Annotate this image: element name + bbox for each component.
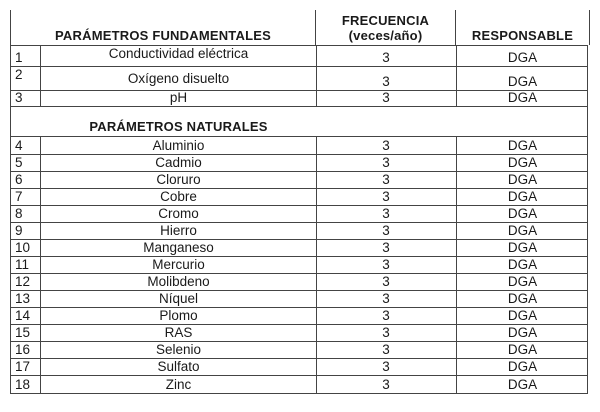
row-parameter: Aluminio	[41, 137, 317, 154]
row-frequency: 3	[316, 291, 457, 307]
row-parameter: Mercurio	[41, 257, 317, 273]
row-number: 2	[11, 67, 41, 90]
row-responsible: DGA	[507, 342, 538, 357]
row-parameter: RAS	[41, 325, 317, 341]
header-responsible-label: RESPONSABLE	[471, 28, 574, 43]
table-row	[10, 136, 588, 154]
row-number: 5	[11, 155, 41, 171]
row-number: 14	[11, 308, 41, 324]
row-responsible: DGA	[507, 308, 538, 323]
table-row	[10, 90, 588, 106]
row-frequency: 3	[316, 325, 457, 341]
row-number: 11	[11, 257, 41, 273]
row-frequency: 3	[316, 359, 457, 375]
row-responsible: DGA	[507, 377, 538, 392]
row-frequency: 3	[316, 257, 457, 273]
row-frequency: 3	[316, 274, 457, 290]
row-responsible: DGA	[507, 359, 538, 374]
table-row	[10, 307, 588, 324]
row-frequency: 3	[316, 67, 457, 90]
table-row	[10, 273, 588, 290]
row-number: 10	[11, 240, 41, 256]
row-responsible: DGA	[507, 90, 538, 105]
table-row	[10, 358, 588, 375]
table-row	[10, 324, 588, 341]
row-frequency: 3	[316, 137, 457, 154]
header-parameters-label: PARÁMETROS FUNDAMENTALES	[55, 28, 271, 43]
row-parameter: Oxígeno disuelto	[41, 67, 317, 90]
row-number: 3	[11, 91, 41, 106]
row-parameter: Zinc	[41, 376, 317, 393]
row-parameter: Cobre	[41, 189, 317, 205]
row-number: 8	[11, 206, 41, 222]
row-parameter: Cadmio	[41, 155, 317, 171]
header-responsible	[456, 10, 589, 45]
row-parameter: Cloruro	[41, 172, 317, 188]
row-frequency: 3	[316, 376, 457, 393]
row-frequency: 3	[316, 342, 457, 358]
row-parameter: Níquel	[41, 291, 317, 307]
row-frequency: 3	[316, 206, 457, 222]
row-number: 13	[11, 291, 41, 307]
row-parameter: Conductividad eléctrica	[41, 46, 317, 66]
row-parameter: Hierro	[41, 223, 317, 239]
row-number: 4	[11, 137, 41, 154]
table-row	[10, 45, 588, 66]
table-row	[10, 256, 588, 273]
row-frequency: 3	[316, 155, 457, 171]
row-responsible: DGA	[507, 325, 538, 340]
row-number: 17	[11, 359, 41, 375]
row-number: 1	[11, 46, 41, 66]
row-parameter: pH	[41, 91, 317, 106]
row-frequency: 3	[316, 46, 457, 66]
header-frequency-line2: (veces/año)	[348, 28, 423, 43]
header-frequency-line1: FRECUENCIA	[341, 13, 430, 28]
row-number: 15	[11, 325, 41, 341]
header-parameters	[11, 10, 316, 45]
row-frequency: 3	[316, 91, 457, 106]
row-responsible: DGA	[507, 138, 538, 153]
row-parameter: Manganeso	[41, 240, 317, 256]
row-responsible: DGA	[507, 74, 538, 89]
table-row	[10, 239, 588, 256]
row-frequency: 3	[316, 308, 457, 324]
row-frequency: 3	[316, 223, 457, 239]
row-responsible: DGA	[507, 291, 538, 306]
table-row	[10, 188, 588, 205]
table-row	[10, 290, 588, 307]
row-number: 9	[11, 223, 41, 239]
table-header	[10, 10, 590, 45]
table-row	[10, 205, 588, 222]
row-responsible: DGA	[507, 189, 538, 204]
row-responsible: DGA	[507, 172, 538, 187]
table-row	[10, 154, 588, 171]
row-number: 6	[11, 172, 41, 188]
row-parameter: Sulfato	[41, 359, 317, 375]
row-frequency: 3	[316, 240, 457, 256]
row-responsible: DGA	[507, 257, 538, 272]
row-responsible: DGA	[507, 274, 538, 289]
row-responsible: DGA	[507, 155, 538, 170]
row-responsible: DGA	[507, 240, 538, 255]
table-row	[10, 341, 588, 358]
row-number: 12	[11, 274, 41, 290]
row-parameter: Molibdeno	[41, 274, 317, 290]
table-row	[10, 171, 588, 188]
row-parameter: Selenio	[41, 342, 317, 358]
row-number: 16	[11, 342, 41, 358]
row-frequency: 3	[316, 172, 457, 188]
section-header-row	[10, 106, 588, 136]
row-parameter: Plomo	[41, 308, 317, 324]
header-frequency	[316, 10, 456, 45]
row-responsible: DGA	[507, 206, 538, 221]
row-frequency: 3	[316, 189, 457, 205]
table-row	[10, 66, 588, 90]
row-parameter: Cromo	[41, 206, 317, 222]
table-row	[10, 375, 588, 394]
row-responsible: DGA	[507, 223, 538, 238]
row-responsible: DGA	[507, 50, 538, 65]
section-title: PARÁMETROS NATURALES	[89, 119, 268, 134]
table-row	[10, 222, 588, 239]
row-number: 18	[11, 376, 41, 393]
row-number: 7	[11, 189, 41, 205]
